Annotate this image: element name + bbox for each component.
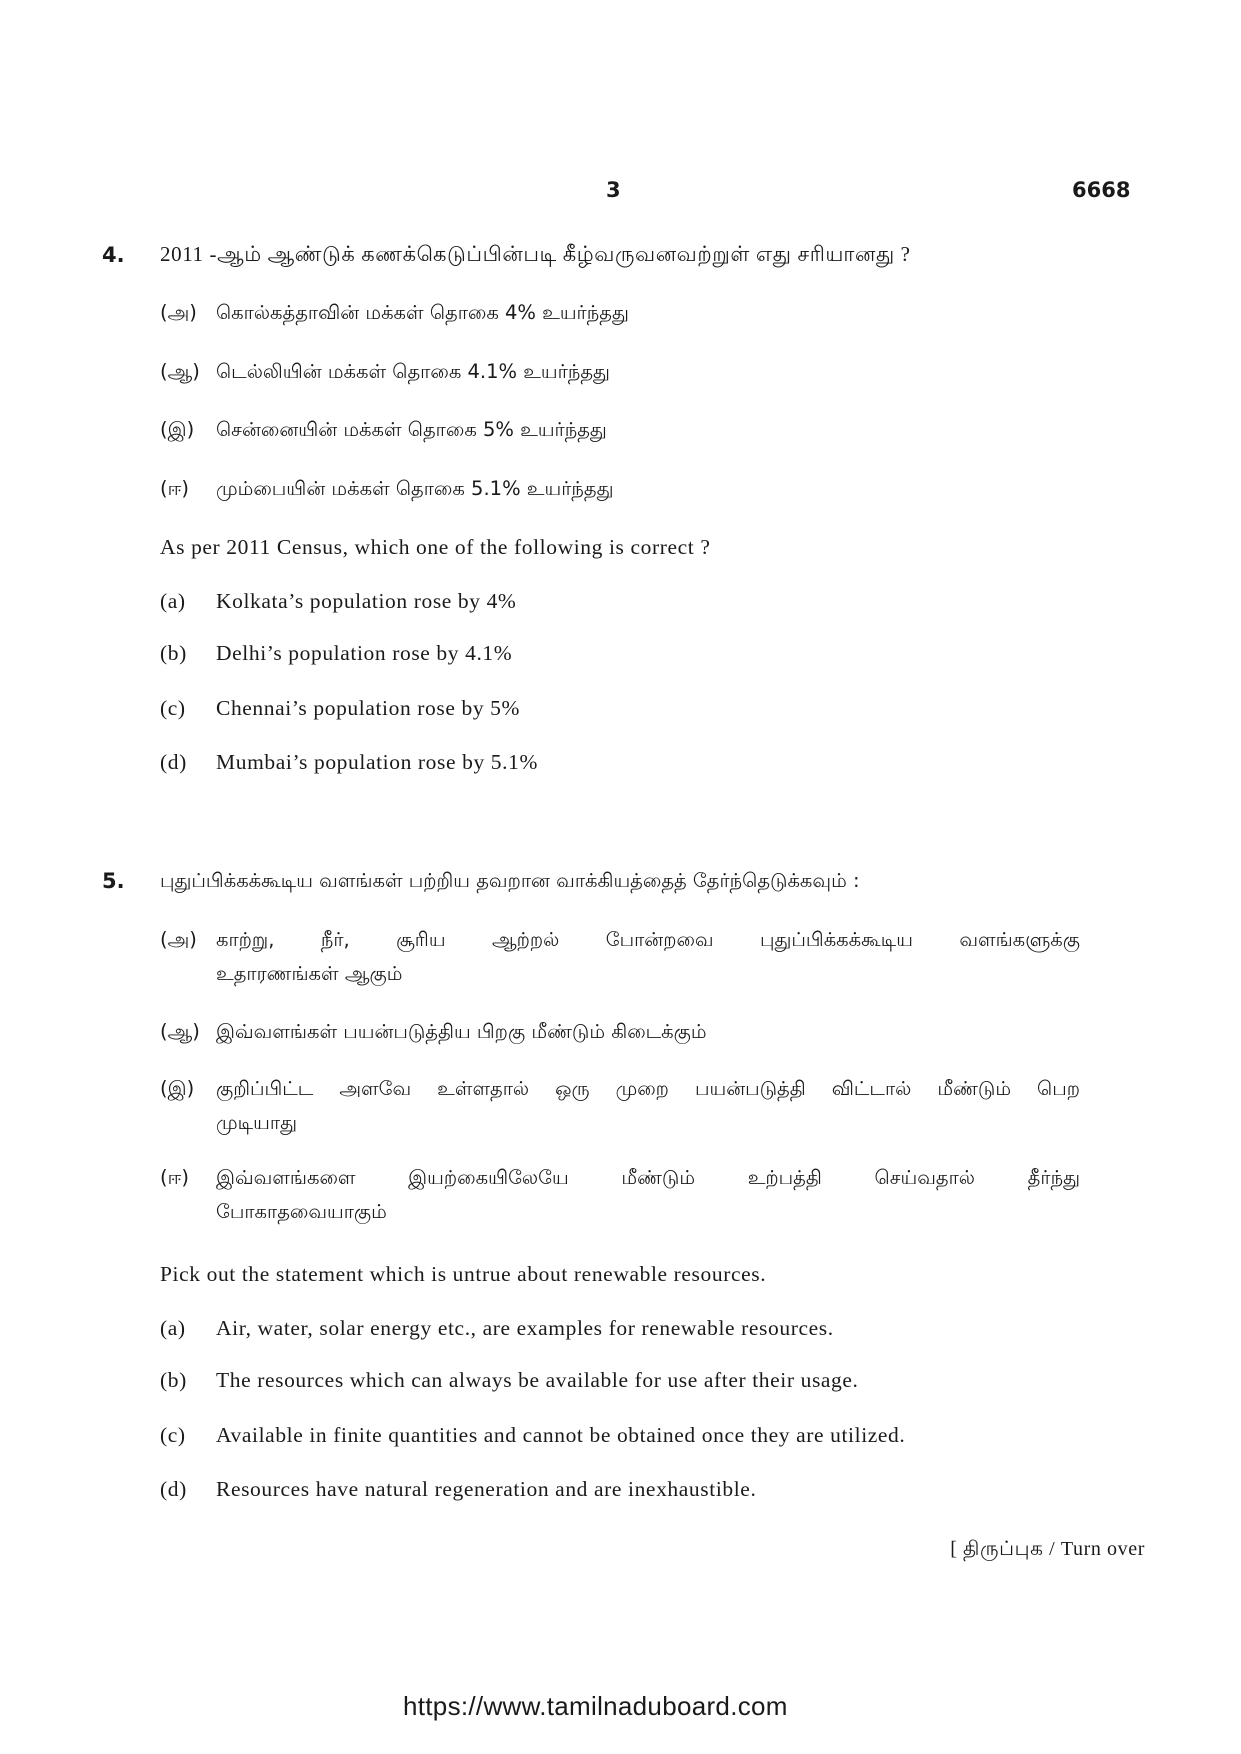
option-text-line1: காற்று, நீர், சூரிய ஆற்றல் போன்றவை புதுப்பிக்கக்கூடிய வளங்களுக்கு [216, 928, 1080, 951]
option-marker: (ஈ) [160, 1166, 189, 1189]
question-text-tamil-content: 2011 -ஆம் ஆண்டுக் கணக்கெடுப்பின்படி கீழ்வருவனவற்றுள் எது சரியானது ? [160, 242, 911, 266]
option-english [160, 1316, 834, 1341]
option-marker: (b) [160, 1368, 187, 1392]
option-english [160, 1477, 756, 1502]
option-text: The resources which can always be available for use after their usage. [216, 1368, 859, 1392]
option-marker: (அ) [160, 301, 197, 324]
option-text: Resources have natural regeneration and are inexhaustible. [216, 1477, 757, 1501]
option-marker: (b) [160, 641, 187, 665]
option-text-line2: உதாரணங்கள் ஆகும் [216, 962, 403, 985]
option-marker: (இ) [160, 1077, 195, 1100]
option-text-line1: குறிப்பிட்ட அளவே உள்ளதால் ஒரு முறை பயன்படுத்தி விட்டால் மீண்டும் பெற [216, 1077, 1080, 1100]
option-text: கொல்கத்தாவின் மக்கள் தொகை 4% உயர்ந்தது [216, 301, 629, 324]
option-tamil [160, 928, 1080, 988]
option-marker: (c) [160, 696, 186, 720]
option-text: Kolkata’s population rose by 4% [216, 589, 517, 613]
option-english [160, 589, 516, 614]
question-text-tamil [160, 242, 911, 269]
option-marker: (ஆ) [160, 360, 200, 383]
option-text: Air, water, solar energy etc., are examples for renewable resources. [216, 1316, 834, 1340]
option-text-line2: முடியாது [216, 1111, 297, 1134]
option-english [160, 1423, 905, 1448]
paper-code: 6668 [1072, 178, 1131, 202]
page-number: 3 [606, 178, 621, 202]
option-english [160, 750, 538, 775]
option-marker: (இ) [160, 418, 195, 441]
option-text: Mumbai’s population rose by 5.1% [216, 750, 538, 774]
option-tamil [160, 360, 610, 386]
option-text: டெல்லியின் மக்கள் தொகை 4.1% உயர்ந்தது [216, 360, 610, 383]
turn-over-note: [ திருப்புக / Turn over [950, 1538, 1145, 1560]
option-tamil [160, 1166, 1080, 1226]
question-text-english: As per 2011 Census, which one of the following is correct ? [160, 535, 711, 559]
option-text: Available in finite quantities and cannot be obtained once they are utilized. [216, 1423, 906, 1447]
option-text: Delhi’s population rose by 4.1% [216, 641, 513, 665]
option-text: மும்பையின் மக்கள் தொகை 5.1% உயர்ந்தது [216, 477, 614, 500]
option-tamil [160, 477, 614, 503]
option-english [160, 696, 520, 721]
option-marker: (a) [160, 1316, 186, 1340]
option-marker: (d) [160, 750, 187, 774]
option-text-line1: இவ்வளங்களை இயற்கையிலேயே மீண்டும் உற்பத்தி செய்வதால் தீர்ந்து [216, 1166, 1080, 1189]
option-marker: (d) [160, 1477, 187, 1501]
option-text-line2: போகாதவையாகும் [216, 1200, 387, 1223]
question-text-tamil: புதுப்பிக்கக்கூடிய வளங்கள் பற்றிய தவறான வாக்கியத்தைத் தேர்ந்தெடுக்கவும் : [160, 869, 860, 892]
option-marker: (ஆ) [160, 1020, 200, 1043]
option-marker: (a) [160, 589, 186, 613]
option-tamil [160, 301, 629, 327]
question-text-english: Pick out the statement which is untrue about renewable resources. [160, 1262, 767, 1286]
option-marker: (c) [160, 1423, 186, 1447]
option-text: Chennai’s population rose by 5% [216, 696, 521, 720]
option-english [160, 641, 512, 666]
option-tamil [160, 1077, 1080, 1137]
footer-url[interactable]: https://www.tamilnaduboard.com [403, 1691, 788, 1721]
option-tamil [160, 418, 607, 444]
question-number: 4. [102, 243, 125, 267]
question-number: 5. [102, 869, 125, 893]
option-marker: (ஈ) [160, 477, 189, 500]
option-text: இவ்வளங்கள் பயன்படுத்திய பிறகு மீண்டும் கிடைக்கும் [216, 1020, 707, 1043]
option-text: சென்னையின் மக்கள் தொகை 5% உயர்ந்தது [216, 418, 607, 441]
option-tamil [160, 1020, 707, 1046]
option-english [160, 1368, 859, 1393]
option-marker: (அ) [160, 928, 197, 951]
